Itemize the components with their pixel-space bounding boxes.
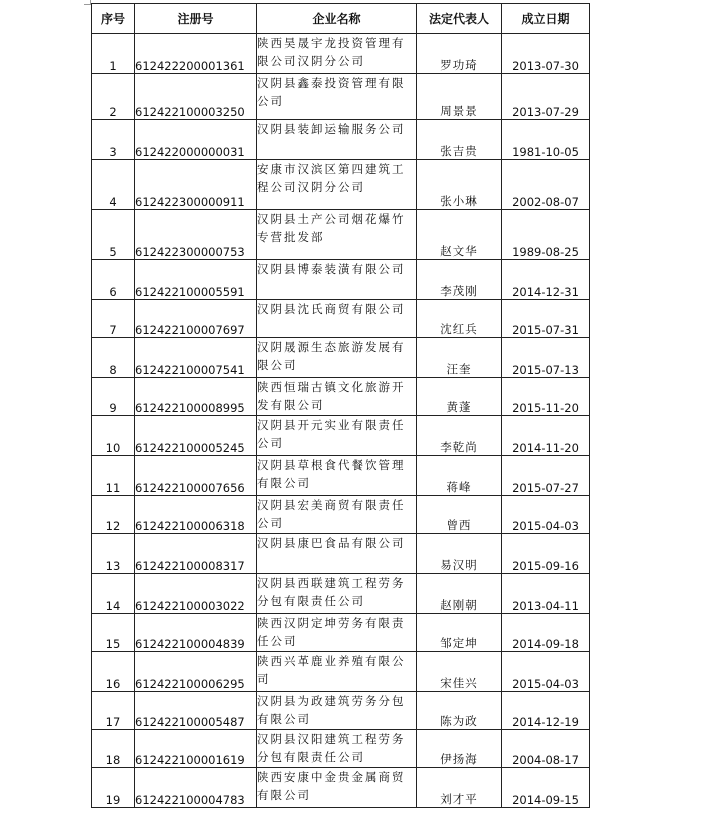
row-legal-rep: 周景景 <box>417 74 502 120</box>
row-established-date: 2013-04-11 <box>502 574 590 614</box>
row-company-name: 汉阴县草根食代餐饮管理有限公司 <box>257 456 417 496</box>
row-company-name: 汉阴县康巴食品有限公司 <box>257 534 417 574</box>
row-reg-no: 612422100005245 <box>135 416 257 456</box>
table-row <box>92 74 590 120</box>
header-reg-no: 注册号 <box>135 4 257 34</box>
row-company-name: 陕西汉阴定坤劳务有限责任公司 <box>257 614 417 652</box>
row-established-date: 2014-09-18 <box>502 614 590 652</box>
row-legal-rep: 李乾尚 <box>417 416 502 456</box>
row-legal-rep: 陈为政 <box>417 692 502 730</box>
row-company-name: 陕西恒瑞古镇文化旅游开发有限公司 <box>257 378 417 416</box>
row-reg-no: 612422100003022 <box>135 574 257 614</box>
row-seq: 11 <box>92 456 135 496</box>
row-reg-no: 612422200001361 <box>135 34 257 74</box>
row-company-name: 陕西兴革鹿业养殖有限公司 <box>257 652 417 692</box>
row-legal-rep: 黄蓬 <box>417 378 502 416</box>
row-company-name: 陕西安康中金贵金属商贸有限公司 <box>257 768 417 808</box>
header-company: 企业名称 <box>257 4 417 34</box>
row-seq: 14 <box>92 574 135 614</box>
row-legal-rep: 伊扬海 <box>417 730 502 768</box>
row-company-name: 汉阴县装卸运输服务公司 <box>257 120 417 160</box>
row-legal-rep: 汪奎 <box>417 338 502 378</box>
row-established-date: 1989-08-25 <box>502 210 590 260</box>
table-row <box>92 692 590 730</box>
table-row <box>92 768 590 808</box>
row-reg-no: 612422100007697 <box>135 300 257 338</box>
row-seq: 7 <box>92 300 135 338</box>
row-seq: 16 <box>92 652 135 692</box>
row-established-date: 2014-09-15 <box>502 768 590 808</box>
row-reg-no: 612422100004839 <box>135 614 257 652</box>
row-company-name: 汉阴县西联建筑工程劳务分包有限责任公司 <box>257 574 417 614</box>
row-seq: 2 <box>92 74 135 120</box>
row-seq: 19 <box>92 768 135 808</box>
row-legal-rep: 蒋峰 <box>417 456 502 496</box>
row-legal-rep: 邹定坤 <box>417 614 502 652</box>
row-reg-no: 612422000000031 <box>135 120 257 160</box>
header-rep: 法定代表人 <box>417 4 502 34</box>
row-established-date: 2015-04-03 <box>502 652 590 692</box>
document-corner-marker <box>84 0 91 5</box>
row-company-name: 汉阴县土产公司烟花爆竹专营批发部 <box>257 210 417 260</box>
row-legal-rep: 宋佳兴 <box>417 652 502 692</box>
row-legal-rep: 张吉贵 <box>417 120 502 160</box>
table-row <box>92 160 590 210</box>
row-established-date: 2015-07-27 <box>502 456 590 496</box>
row-reg-no: 612422300000753 <box>135 210 257 260</box>
row-seq: 5 <box>92 210 135 260</box>
row-reg-no: 612422100008995 <box>135 378 257 416</box>
table-row <box>92 730 590 768</box>
enterprise-registry-table <box>91 3 590 808</box>
row-legal-rep: 赵文华 <box>417 210 502 260</box>
row-legal-rep: 曾西 <box>417 496 502 534</box>
table-row <box>92 496 590 534</box>
row-seq: 3 <box>92 120 135 160</box>
row-company-name: 汉阴县鑫泰投资管理有限公司 <box>257 74 417 120</box>
row-seq: 6 <box>92 260 135 300</box>
row-established-date: 2015-07-13 <box>502 338 590 378</box>
row-reg-no: 612422100005487 <box>135 692 257 730</box>
row-seq: 12 <box>92 496 135 534</box>
row-seq: 10 <box>92 416 135 456</box>
row-seq: 17 <box>92 692 135 730</box>
table-row <box>92 574 590 614</box>
header-date: 成立日期 <box>502 4 590 34</box>
row-established-date: 2002-08-07 <box>502 160 590 210</box>
row-established-date: 2013-07-30 <box>502 34 590 74</box>
row-legal-rep: 沈红兵 <box>417 300 502 338</box>
row-company-name: 汉阴县博泰装潢有限公司 <box>257 260 417 300</box>
row-reg-no: 612422100006318 <box>135 496 257 534</box>
row-established-date: 2015-09-16 <box>502 534 590 574</box>
row-reg-no: 612422100005591 <box>135 260 257 300</box>
header-seq: 序号 <box>92 4 135 34</box>
table-row <box>92 210 590 260</box>
header-row <box>92 4 590 34</box>
row-seq: 4 <box>92 160 135 210</box>
row-established-date: 2013-07-29 <box>502 74 590 120</box>
row-legal-rep: 刘才平 <box>417 768 502 808</box>
row-established-date: 2015-11-20 <box>502 378 590 416</box>
row-reg-no: 612422100007541 <box>135 338 257 378</box>
row-established-date: 2004-08-17 <box>502 730 590 768</box>
row-established-date: 2014-11-20 <box>502 416 590 456</box>
row-seq: 13 <box>92 534 135 574</box>
row-legal-rep: 李茂刚 <box>417 260 502 300</box>
table-row <box>92 416 590 456</box>
table-row <box>92 300 590 338</box>
row-company-name: 汉阴县沈氏商贸有限公司 <box>257 300 417 338</box>
row-company-name: 汉阴晟源生态旅游发展有限公司 <box>257 338 417 378</box>
table-row <box>92 456 590 496</box>
table-row <box>92 34 590 74</box>
row-established-date: 2015-07-31 <box>502 300 590 338</box>
row-legal-rep: 易汉明 <box>417 534 502 574</box>
row-legal-rep: 张小琳 <box>417 160 502 210</box>
row-seq: 9 <box>92 378 135 416</box>
row-seq: 15 <box>92 614 135 652</box>
row-company-name: 汉阴县为政建筑劳务分包有限公司 <box>257 692 417 730</box>
row-reg-no: 612422300000911 <box>135 160 257 210</box>
row-reg-no: 612422100001619 <box>135 730 257 768</box>
row-seq: 8 <box>92 338 135 378</box>
row-established-date: 2014-12-31 <box>502 260 590 300</box>
row-company-name: 汉阴县宏美商贸有限责任公司 <box>257 496 417 534</box>
row-seq: 1 <box>92 34 135 74</box>
row-reg-no: 612422100004783 <box>135 768 257 808</box>
row-company-name: 汉阴县开元实业有限责任公司 <box>257 416 417 456</box>
row-established-date: 1981-10-05 <box>502 120 590 160</box>
table-row <box>92 120 590 160</box>
row-reg-no: 612422100006295 <box>135 652 257 692</box>
row-reg-no: 612422100003250 <box>135 74 257 120</box>
row-established-date: 2015-04-03 <box>502 496 590 534</box>
row-legal-rep: 罗功琦 <box>417 34 502 74</box>
table-row <box>92 652 590 692</box>
row-company-name: 安康市汉滨区第四建筑工程公司汉阴分公司 <box>257 160 417 210</box>
table-row <box>92 534 590 574</box>
row-established-date: 2014-12-19 <box>502 692 590 730</box>
row-company-name: 汉阴县汉阳建筑工程劳务分包有限责任公司 <box>257 730 417 768</box>
table-row <box>92 260 590 300</box>
table-row <box>92 614 590 652</box>
row-legal-rep: 赵刚朝 <box>417 574 502 614</box>
table-row <box>92 378 590 416</box>
row-seq: 18 <box>92 730 135 768</box>
table-row <box>92 338 590 378</box>
row-company-name: 陕西昊晟宇龙投资管理有限公司汉阴分公司 <box>257 34 417 74</box>
row-reg-no: 612422100008317 <box>135 534 257 574</box>
row-reg-no: 612422100007656 <box>135 456 257 496</box>
